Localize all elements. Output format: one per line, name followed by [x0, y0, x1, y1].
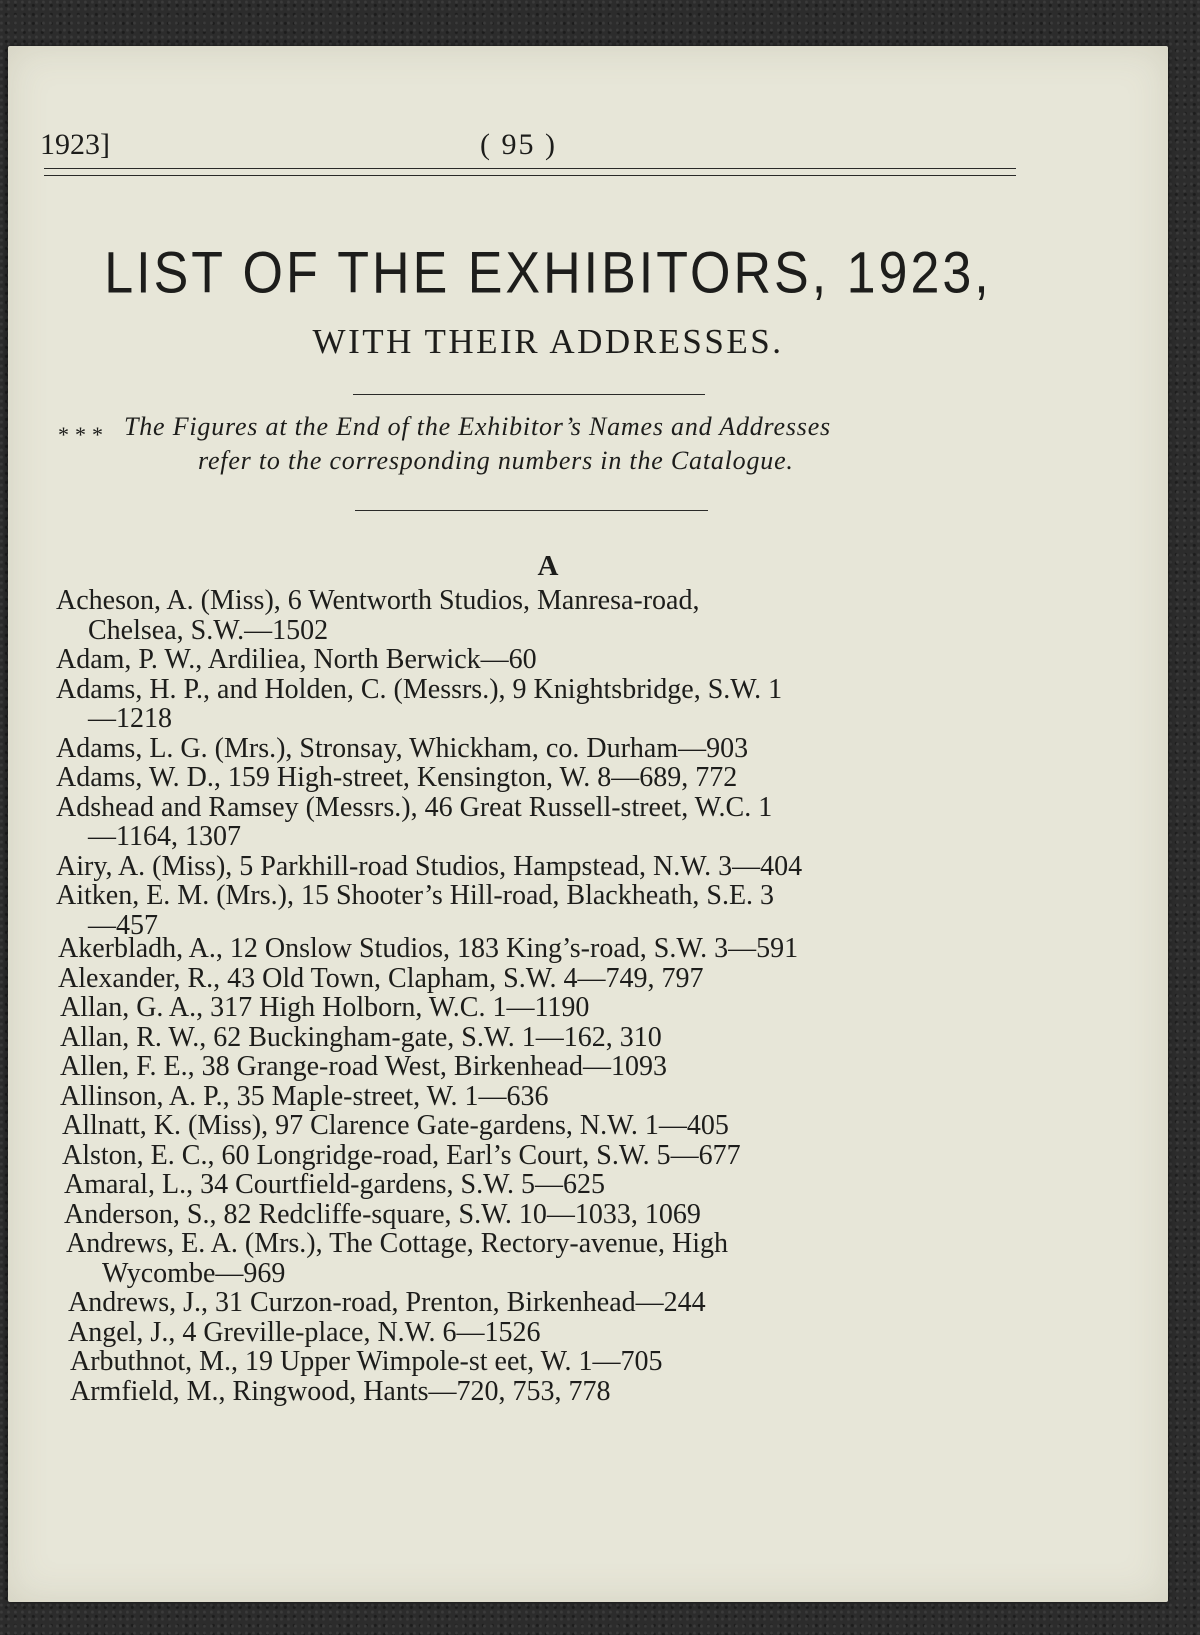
list-item: Allan, G. A., 317 High Holborn, W.C. 1—1190 — [60, 992, 590, 1023]
list-item: Armfield, M., Ringwood, Hants—720, 753, 778 — [70, 1375, 611, 1407]
divider-rule — [355, 510, 708, 511]
book-page — [8, 46, 1168, 1602]
list-item-continuation: Wycombe—969 — [102, 1257, 286, 1289]
page-number: ( 95 ) — [480, 128, 557, 161]
page-title: LIST OF THE EXHIBITORS, 1923, — [104, 241, 992, 307]
list-item: Andrews, J., 31 Curzon-road, Prenton, Birkenhead—244 — [68, 1287, 706, 1318]
note-line: refer to the corresponding numbers in the Catalogue. — [198, 446, 794, 475]
list-item-continuation: —1164, 1307 — [88, 821, 241, 852]
list-item: Allnatt, K. (Miss), 97 Clarence Gate-gardens, N.W. 1—405 — [62, 1110, 729, 1141]
list-item-continuation: —457 — [88, 909, 158, 941]
list-item: Allen, F. E., 38 Grange-road West, Birkenhead—1093 — [60, 1051, 667, 1082]
list-item: Allinson, A. P., 35 Maple-street, W. 1—636 — [60, 1080, 549, 1112]
list-item: Adams, W. D., 159 High-street, Kensington, W. 8—689, 772 — [56, 762, 738, 793]
list-item: Adam, P. W., Ardiliea, North Berwick—60 — [56, 644, 537, 675]
list-item: Allan, R. W., 62 Buckingham-gate, S.W. 1—162, 310 — [60, 1021, 662, 1053]
running-head — [40, 128, 1020, 168]
list-item: Akerbladh, A., 12 Onslow Studios, 183 King’s-road, S.W. 3—591 — [58, 933, 799, 964]
list-item: Amaral, L., 34 Courtfield-gardens, S.W. 5—625 — [64, 1169, 605, 1200]
section-letter: A — [537, 550, 559, 582]
list-item: Adshead and Ramsey (Messrs.), 46 Great Russell-street, W.C. 1 — [56, 791, 773, 823]
list-item-continuation: Chelsea, S.W.—1502 — [88, 614, 329, 646]
list-item: Acheson, A. (Miss), 6 Wentworth Studios, Manresa-road, — [56, 585, 700, 616]
page-subtitle: WITH THEIR ADDRESSES. — [312, 322, 784, 361]
list-item: Arbuthnot, M., 19 Upper Wimpole-st eet, W. 1—705 — [70, 1346, 663, 1377]
list-item: Andrews, E. A. (Mrs.), The Cottage, Rectory-avenue, High — [66, 1228, 728, 1259]
running-head-year: 1923] — [40, 128, 110, 161]
header-double-rule — [44, 168, 1016, 176]
list-item: Adams, L. G. (Mrs.), Stronsay, Whickham, co. Durham—903 — [56, 732, 749, 764]
list-item: Angel, J., 4 Greville-place, N.W. 6—1526 — [68, 1316, 541, 1348]
list-item: Adams, H. P., and Holden, C. (Messrs.), 9 Knightsbridge, S.W. 1 — [56, 673, 783, 705]
list-item: Airy, A. (Miss), 5 Parkhill-road Studios, Hampstead, N.W. 3—404 — [56, 850, 803, 882]
list-item: Aitken, E. M. (Mrs.), 15 Shooter’s Hill-road, Blackheath, S.E. 3 — [56, 880, 775, 911]
note-line: The Figures at the End of the Exhibitor’s Names and Addresses — [124, 412, 831, 441]
list-item: Anderson, S., 82 Redcliffe-square, S.W. 10—1033, 1069 — [64, 1198, 701, 1230]
list-item-continuation: —1218 — [88, 703, 172, 734]
list-item: Alston, E. C., 60 Longridge-road, Earl’s Court, S.W. 5—677 — [62, 1139, 741, 1171]
divider-rule — [353, 394, 705, 395]
asterism-mark: * * * — [58, 422, 104, 447]
list-item: Alexander, R., 43 Old Town, Clapham, S.W. 4—749, 797 — [58, 962, 704, 994]
